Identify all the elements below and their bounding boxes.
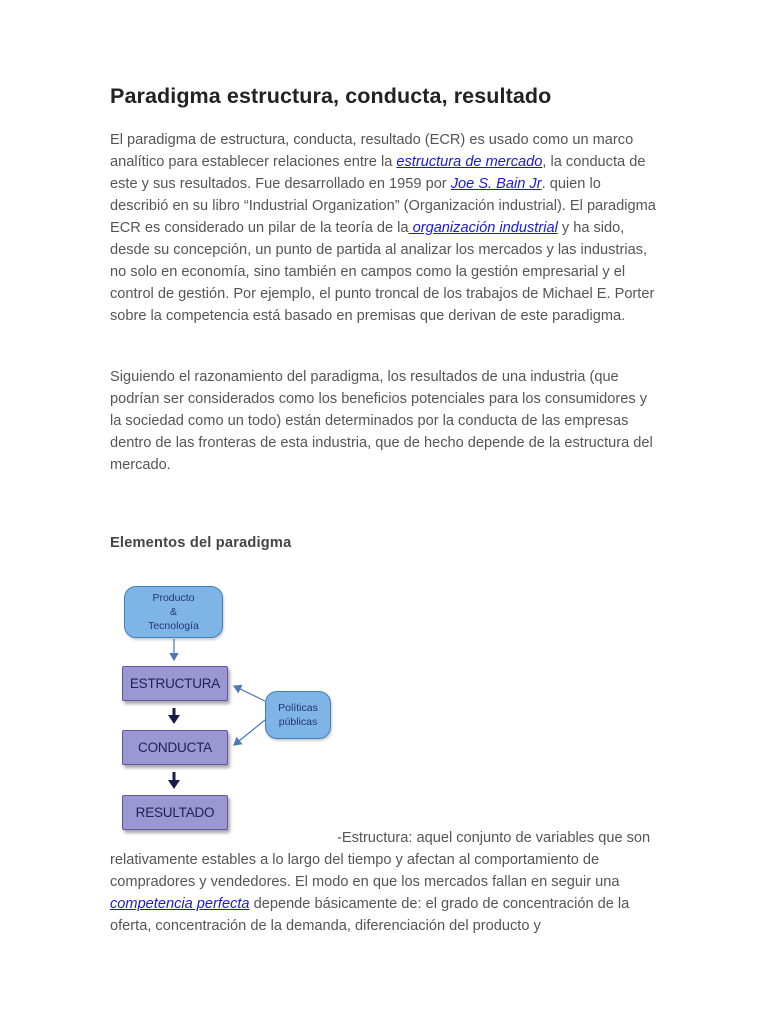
politicas-publicas-box: [265, 691, 331, 739]
conducta-box: CONDUCTA: [122, 730, 228, 765]
publicas-label: públicas: [278, 716, 318, 728]
ampersand-label: &: [169, 606, 177, 618]
competencia-perfecta-link[interactable]: competencia perfecta: [110, 896, 250, 912]
p3-text-2: depende básicamente de: el grado de concentración de la oferta, concentración de la demanda, diferenciación del producto y: [110, 896, 630, 934]
politicas-label: Políticas: [278, 702, 318, 714]
joe-bain-link[interactable]: Joe S. Bain Jr: [450, 176, 542, 192]
resultado-box: RESULTADO: [122, 795, 228, 830]
estructura-de-mercado-link[interactable]: estructura de mercado: [396, 154, 543, 170]
ecr-diagram: [110, 582, 340, 834]
p3-text-1: -Estructura: aquel conjunto de variables que son relativamente estables a lo largo del tiempo y afectan al comportamiento de compradores y vendedores. El modo en que los mercados fallan en seguir una: [110, 830, 651, 890]
p1-text-4: y ha sido, desde su concepción, un punto de partida al analizar los mercados y las industrias, no solo en economía, sino también en campos como la gestión empresarial y el control de gestión. Por ejemplo, el punto troncal de los trabajos de Michael E. Porter sobre la competencia está basado en premisas que derivan de este paradigma.: [110, 220, 655, 324]
section-heading: Elementos del paradigma: [110, 535, 292, 551]
intro-paragraph: [110, 129, 660, 327]
arrow-politicas-conducta: [234, 720, 265, 745]
page-title: Paradigma estructura, conducta, resultado: [110, 84, 552, 108]
producto-label: Producto: [152, 592, 195, 604]
p1-text-1: El paradigma de estructura, conducta, resultado (ECR) es usado como un marco analítico para establecer relaciones entre la: [110, 132, 634, 170]
p1-text-2: , la conducta de este y sus resultados. Fue desarrollado en 1959 por: [110, 154, 646, 192]
arrow-estructura-conducta: [168, 708, 180, 724]
second-paragraph: Siguiendo el razonamiento del paradigma, los resultados de una industria (que podrían ser considerados como los beneficios potenciales para los consumidores y la sociedad como un todo) están determinados por la conducta de las empresas dentro de las fronteras de esta industria, que de hecho depende de la estructura del mercado.: [110, 369, 653, 473]
estructura-paragraph: [110, 827, 660, 937]
producto-tecnologia-box: [124, 586, 223, 638]
p1-text-3: . quien lo describió en su libro “Industrial Organization” (Organización industrial). El paradigma ECR es considerado un pilar de la teoría de la: [110, 176, 656, 236]
arrow-politicas-estructura: [234, 686, 265, 701]
estructura-box: ESTRUCTURA: [122, 666, 228, 701]
arrow-conducta-resultado: [168, 772, 180, 789]
organizacion-industrial-link[interactable]: organización industrial: [408, 220, 558, 236]
tecnologia-label: Tecnología: [148, 620, 199, 632]
